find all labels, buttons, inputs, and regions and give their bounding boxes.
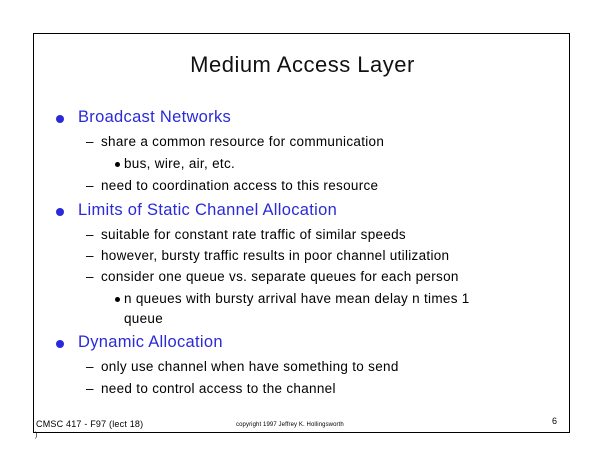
sub-bullet-icon [115, 297, 120, 302]
section-heading-static-allocation: Limits of Static Channel Allocation [78, 201, 338, 219]
footer-copyright: copyright 1997 Jeffrey K. Hollingsworth [236, 422, 344, 428]
dash-icon: – [86, 227, 94, 242]
list-item: consider one queue vs. separate queues for each person [101, 269, 459, 284]
bullet-icon [56, 340, 64, 348]
slide-title: Medium Access Layer [190, 52, 415, 77]
dash-icon: – [86, 134, 94, 149]
sub-bullet-icon [115, 162, 120, 167]
list-item: need to coordination access to this resource [101, 178, 379, 193]
list-item: need to control access to the channel [101, 381, 336, 396]
section-heading-broadcast-networks: Broadcast Networks [78, 108, 232, 126]
list-item: suitable for constant rate traffic of similar speeds [101, 227, 406, 242]
dash-icon: – [86, 248, 94, 263]
dash-icon: – [86, 269, 94, 284]
bullet-icon [56, 115, 64, 123]
corner-mark: ) [35, 432, 38, 439]
page-number: 6 [552, 416, 558, 426]
dash-icon: – [86, 359, 94, 374]
list-item: share a common resource for communication [101, 134, 385, 149]
dash-icon: – [86, 381, 94, 396]
section-heading-dynamic-allocation: Dynamic Allocation [78, 333, 223, 351]
sub-list-item: bus, wire, air, etc. [124, 156, 236, 171]
sub-list-item: n queues with bursty arrival have mean delay n times 1 [124, 291, 470, 306]
dash-icon: – [86, 178, 94, 193]
footer-course-label: CMSC 417 - F97 (lect 18) [36, 419, 144, 429]
bullet-icon [56, 208, 64, 216]
sub-list-item-continuation: queue [124, 311, 164, 326]
list-item: however, bursty traffic results in poor channel utilization [101, 248, 450, 263]
list-item: only use channel when have something to send [101, 359, 399, 374]
